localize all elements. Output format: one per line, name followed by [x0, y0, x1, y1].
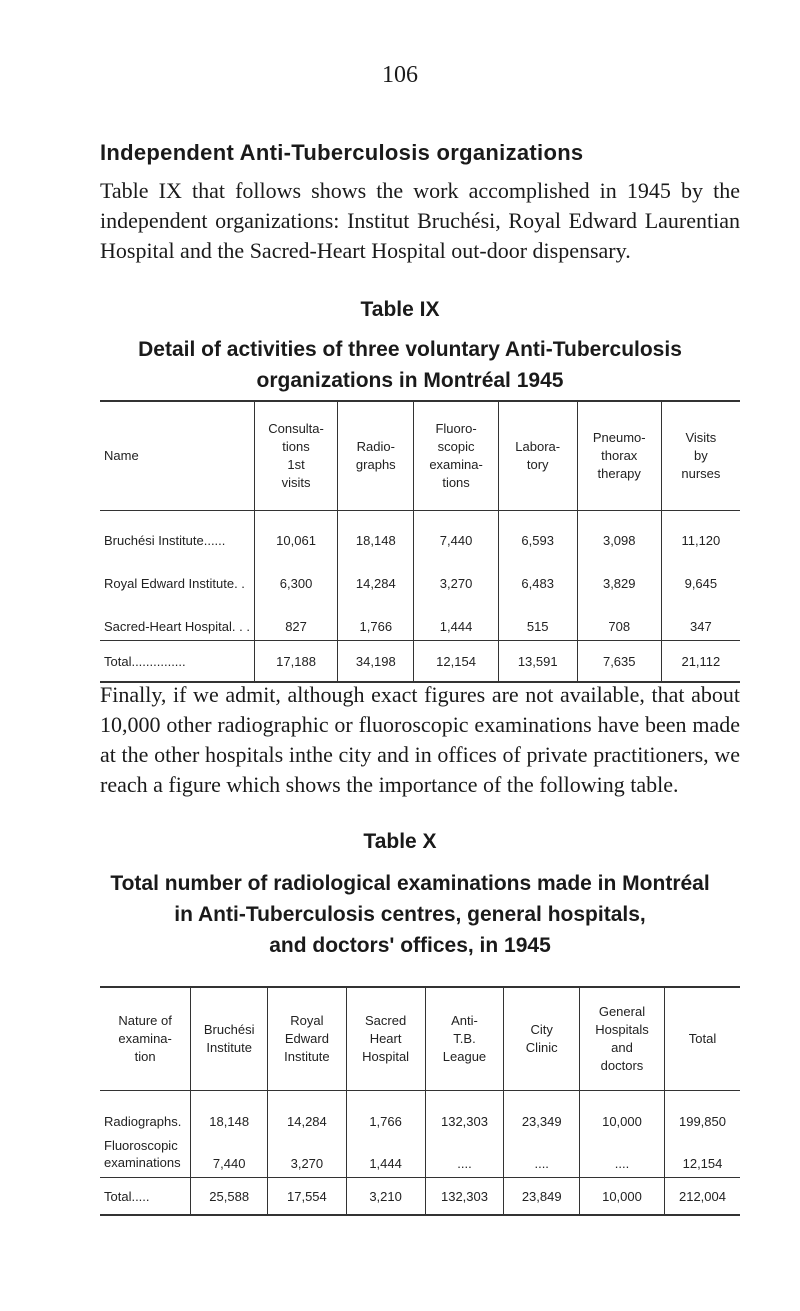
column-header: Visits by nurses [661, 401, 740, 511]
column-header: Royal Edward Institute [268, 987, 347, 1091]
table-cell: 23,349 [504, 1091, 580, 1132]
table-cell: .... [504, 1131, 580, 1178]
row-label: Total............... [100, 641, 254, 683]
table-x-caption-line1: Total number of radiological examinations made in Montréal [110, 872, 710, 895]
table-cell: 3,098 [577, 511, 661, 555]
table-cell: .... [579, 1131, 664, 1178]
table-cell: 17,188 [254, 641, 337, 683]
intro-paragraph: Table IX that follows shows the work accomplished in 1945 by the independent organizations: Institut Bruchési, Royal Edward Laurentian Hospital and the Sacred-Heart Hospital out-door dispensary. [100, 178, 740, 263]
table-header-row [100, 401, 740, 511]
table-cell: 3,829 [577, 554, 661, 597]
table-cell: 7,635 [577, 641, 661, 683]
table-cell: 14,284 [338, 554, 414, 597]
table-cell: 132,303 [425, 1091, 504, 1132]
column-header: General Hospitals and doctors [579, 987, 664, 1091]
table-row [100, 597, 740, 641]
table-cell: 1,444 [414, 597, 498, 641]
table-cell: 3,270 [268, 1131, 347, 1178]
row-label: Total..... [100, 1178, 191, 1216]
column-header: Sacred Heart Hospital [346, 987, 425, 1091]
table-cell: 3,210 [346, 1178, 425, 1216]
table-cell: 1,766 [338, 597, 414, 641]
table-cell: 7,440 [191, 1131, 268, 1178]
table-cell: 3,270 [414, 554, 498, 597]
table-cell: 25,588 [191, 1178, 268, 1216]
table-cell: 199,850 [664, 1091, 740, 1132]
table-cell: 9,645 [661, 554, 740, 597]
table-cell: 7,440 [414, 511, 498, 555]
table-ix [100, 400, 740, 683]
column-header: Anti- T.B. League [425, 987, 504, 1091]
table-ix-label: Table IX [360, 298, 440, 321]
table-cell: 6,593 [498, 511, 577, 555]
finally-paragraph: Finally, if we admit, although exact figures are not available, that about 10,000 other radiographic or fluoroscopic examinations have been made at the other hospitals inthe city and in offices of private practitioners, we reach a figure which shows the importance of the following table. [100, 682, 740, 797]
table-x [100, 986, 740, 1216]
table-row [100, 1091, 740, 1132]
table-cell: 12,154 [414, 641, 498, 683]
row-label: Radiographs. [104, 1114, 182, 1129]
column-header: Fluoro- scopic examina- tions [414, 401, 498, 511]
table-cell: 10,061 [254, 511, 337, 555]
table-cell: 132,303 [425, 1178, 504, 1216]
table-cell: 17,554 [268, 1178, 347, 1216]
table-cell: 14,284 [268, 1091, 347, 1132]
column-header: Consulta- tions 1st visits [254, 401, 337, 511]
table-cell: 23,849 [504, 1178, 580, 1216]
column-header: City Clinic [504, 987, 580, 1091]
column-header: Pneumo- thorax therapy [577, 401, 661, 511]
table-row [100, 1131, 740, 1178]
table-total-row [100, 1178, 740, 1216]
table-cell: 6,300 [254, 554, 337, 597]
table-cell: 347 [661, 597, 740, 641]
column-header: Nature of examina- tion [100, 987, 191, 1091]
table-cell: 1,766 [346, 1091, 425, 1132]
table-cell: 21,112 [661, 641, 740, 683]
column-header: Name [100, 401, 254, 511]
table-cell: 515 [498, 597, 577, 641]
table-cell: 212,004 [664, 1178, 740, 1216]
table-ix-caption [60, 334, 760, 396]
table-x-caption-line3: and doctors' offices, in 1945 [269, 934, 551, 957]
row-label: Bruchési Institute...... [104, 533, 226, 548]
table-cell: 34,198 [338, 641, 414, 683]
table-ix-caption-line2: organizations in Montréal 1945 [256, 369, 564, 392]
table-row [100, 511, 740, 555]
table-row [100, 554, 740, 597]
table-cell: 827 [254, 597, 337, 641]
table-cell: 10,000 [579, 1091, 664, 1132]
table-cell: 12,154 [664, 1131, 740, 1178]
table-cell: .... [425, 1131, 504, 1178]
table-cell: 708 [577, 597, 661, 641]
table-x-caption [60, 868, 760, 961]
column-header: Bruchési Institute [191, 987, 268, 1091]
row-label: Royal Edward Institute. . [104, 576, 245, 591]
table-cell: 6,483 [498, 554, 577, 597]
table-total-row [100, 641, 740, 683]
table-cell: 1,444 [346, 1131, 425, 1178]
row-label: Sacred-Heart Hospital. . . [104, 619, 250, 634]
page-number: 106 [382, 62, 418, 88]
row-label: Fluoroscopic examinations [104, 1138, 181, 1170]
table-header-row [100, 987, 740, 1091]
column-header: Radio- graphs [338, 401, 414, 511]
table-ix-caption-line1: Detail of activities of three voluntary Anti-Tuberculosis [138, 338, 682, 361]
table-cell: 18,148 [191, 1091, 268, 1132]
table-cell: 10,000 [579, 1178, 664, 1216]
column-header: Total [664, 987, 740, 1091]
table-cell: 11,120 [661, 511, 740, 555]
table-x-caption-line2: in Anti-Tuberculosis centres, general hospitals, [174, 903, 646, 926]
section-title: Independent Anti-Tuberculosis organizations [100, 140, 584, 165]
table-cell: 18,148 [338, 511, 414, 555]
column-header: Labora- tory [498, 401, 577, 511]
table-cell: 13,591 [498, 641, 577, 683]
table-x-label: Table X [363, 830, 437, 853]
